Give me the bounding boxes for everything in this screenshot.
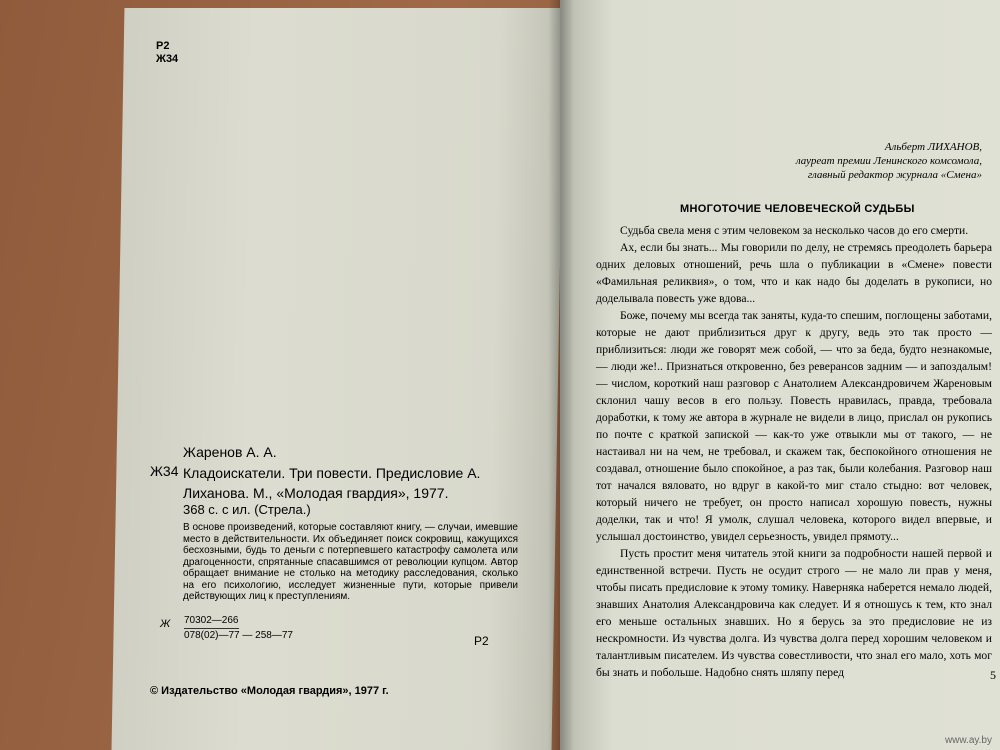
preface-heading: МНОГОТОЧИЕ ЧЕЛОВЕЧЕСКОЙ СУДЬБЫ [680,203,915,215]
signature-title: лауреат премии Ленинского комсомола, [795,155,982,167]
book-annotation: В основе произведений, которые составляют книгу, — случаи, имевшие место в действительности. Их объединяет поиск сокровищ, кажущихся бесхозными, будь то деньги с потерпевшего катастрофу самолета или драгоценности, спрятанные спасавшимся от революции купцом. Автор обращает внимание не столько на методику расследования, сколько на его психологию, исследует жизненные пути, которые привели действующих лиц к преступлениям. [183,522,518,602]
catalog-description [183,463,513,503]
signature-position: главный редактор журнала «Смена» [807,169,982,181]
code-top: 70302—266 [184,614,239,629]
watermark: www.ay.by [944,735,992,746]
page-number: 5 [990,668,996,682]
catalog-zh-mark: Ж [160,618,171,630]
paragraph: Боже, почему мы всегда так заняты, куда-то спешим, поглощены заботами, которые не дают приблизиться друг к другу, ведь это так просто — приблизиться: люди же говорят меж собой, — что за беда, будто незнакомые, — люди же!.. Признаться откровенно, без реверансов задним — и запоздалым! — числом, короткий наш разговор с Анатолием Александровичем Жареновым склонил чашу весов в его пользу. Повесть нравилась, правда, требовала доработки, к тому же автора в журнале не видели в лицо, прислал он рукопись по почте с краткой запиской — как-то уже отвыкли мы от такого, — не настаивал ни на чем, не требовал, и скажем так, беспокойного отношения не создавал, отношение было спокойное, а раз так, были колебания. Разговор наш тот начался вяловато, но вдруг в какой-то миг стало стыдно: вот человек, который ничего не требует, он просто написал хорошую повесть, нужны доделки, так и что! Я умолк, слушал человека, которого видел впервые, и услышал достоинство, увидел серьезность, увидел прямоту... [596,309,992,543]
catalog-pages: 368 с. с ил. (Стрела.) [183,502,311,517]
catalog-author: Жаренов А. А. [183,444,277,460]
signature-name: Альберт ЛИХАНОВ, [884,141,982,153]
preface-body [596,222,992,681]
paragraph: Ах, если бы знать... Мы говорили по делу, не стремясь преодолеть барьера одних деловых отношений, речь шла о публикации в «Смене» повести «Фамильная реликвия», о том, что и как надо бы доделать в рукописи, но доделывала повесть уже вдова... [596,241,992,305]
book-spine [548,0,574,750]
code-bottom: 078(02)—77 — 258—77 [184,630,293,641]
library-code-r2: Р2 [156,40,170,52]
paragraph: Судьба свела меня с этим человеком за несколько часов до его смерти. [620,224,969,237]
preface-signature [682,140,982,182]
library-code-zh34: Ж34 [156,53,179,65]
catalog-codes [184,614,293,643]
copyright-line: © Издательство «Молодая гвардия», 1977 г. [150,685,389,697]
catalog-mark: Ж34 [150,463,179,479]
left-page [112,8,565,750]
paragraph: Пусть простит меня читатель этой книги за подробности нашей первой и единственной встречи. Пусть не осудит строго — не мало ли прав у меня, чтобы писать предисловие к этому томику. Наверняка наберется немало людей, знавших Анатолия Александровича как следует. И я отношусь к тем, кто знал его меньше остальных знавших. Но я берусь за это предисловие не из нескромности. Из чувства долга. Из чувства долга перед хорошим человеком и талантливым писателем. Из чувства совестливости, что знал его мало, хоть мог бы знать и побольше. Надобно снять шляпу перед [596,547,992,679]
library-code [156,40,178,66]
catalog-description-text: Кладоискатели. Три повести. Предисловие А. Лиханова. М., «Молодая гвардия», 1977. [183,465,481,501]
catalog-r2: Р2 [474,634,489,648]
